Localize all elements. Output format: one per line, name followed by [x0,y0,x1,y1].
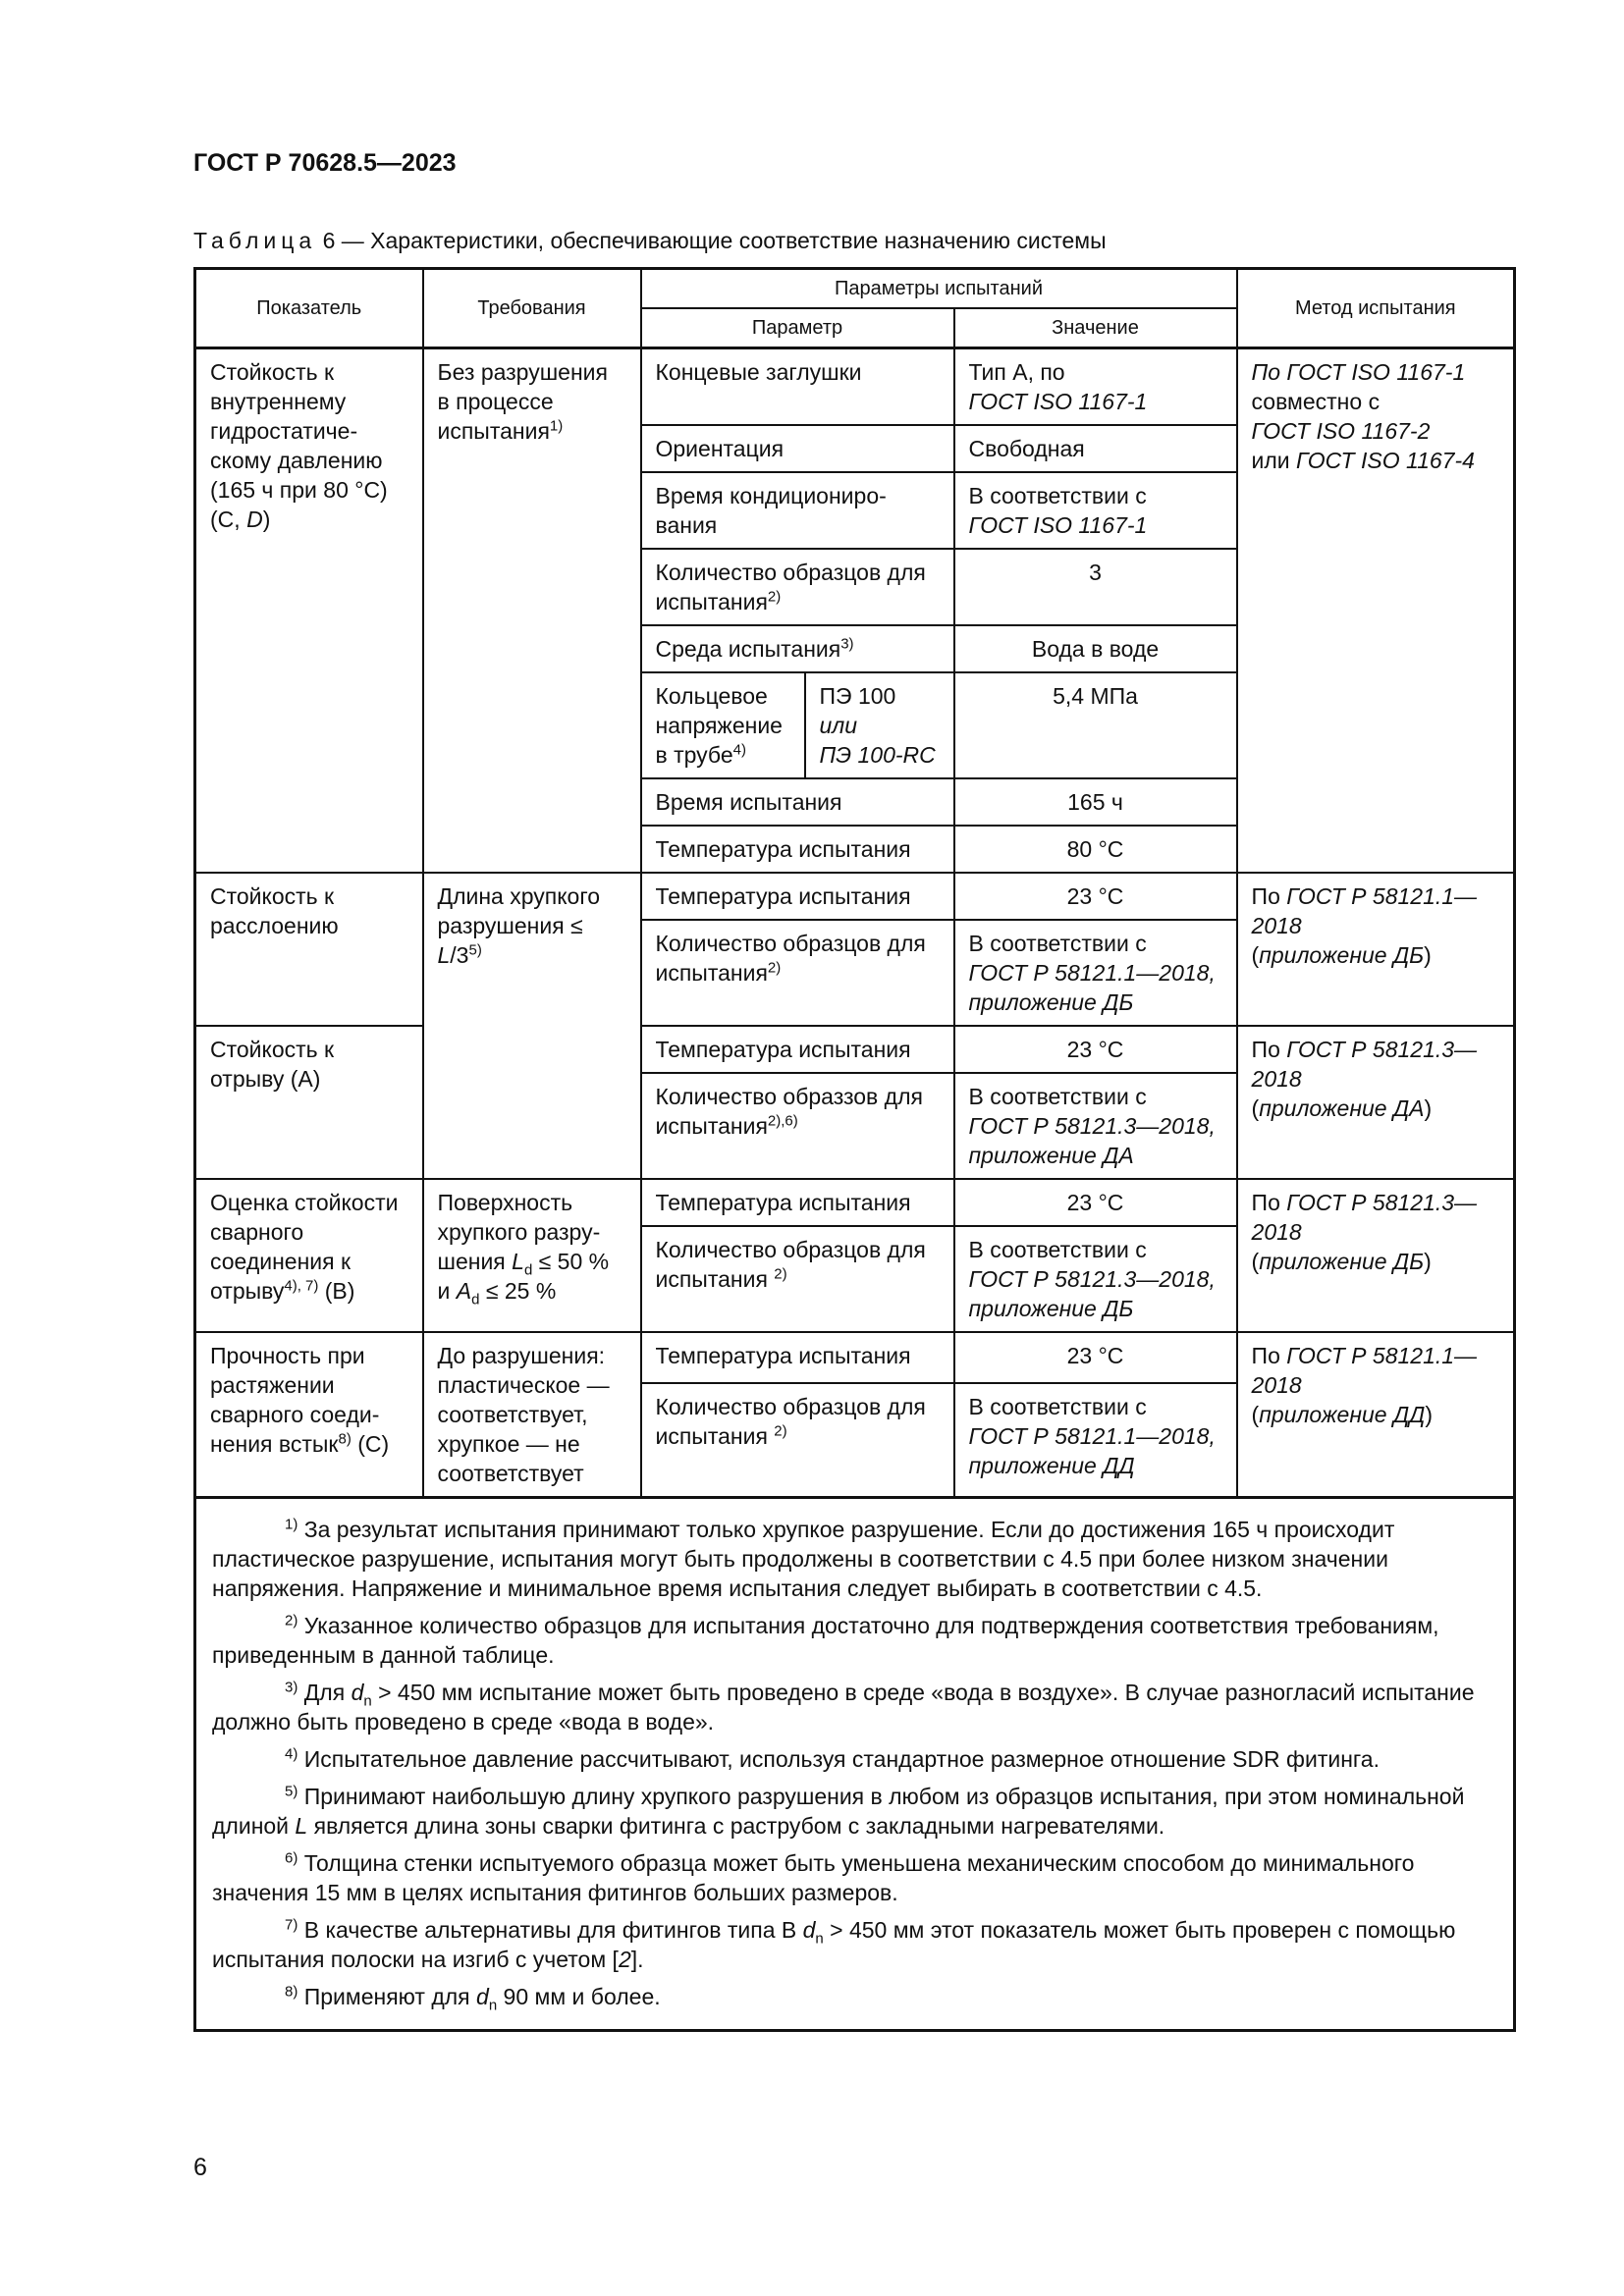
indicator-cell: Стойкость к внутреннему гидростатическому давлению (165 ч при 80 °C) (C, D) [195,348,423,874]
footnote-7: $^{7)}$ В качестве альтернативы для фитингов типа B $d_n > 450$ мм этот показатель может быть проверен с помощью испытания полоски на изгиб с учетом [2]. [212,1916,1456,1972]
indicator-cell: Стойкость к расслоению [195,873,423,1026]
col-method: Метод испытания [1237,269,1515,348]
parameter-cell: Среда испытания$^{3)}$ [641,625,954,672]
table-title: 6 — Характеристики, обеспечивающие соответствие назначению системы [316,228,1107,253]
value-cell: В соответствии с ГОСТ Р 58121.1—2018, приложение ДБ [954,920,1237,1026]
parameter-cell: Количество образзов для испытания$^{2),6)}$ [641,1073,954,1179]
table-row [195,1332,1515,1383]
value-cell: 80 °C [954,826,1237,873]
header-row-1 [195,269,1515,309]
table-row [195,1026,1515,1073]
indicator-cell: Прочность при растяжении сварного соединения встык$^{8)}$ (C) [195,1332,423,1498]
parameter-cell: Время испытания [641,778,954,826]
value-cell: 23 °C [954,873,1237,920]
footnotes-cell [195,1498,1515,2031]
footnotes-row [195,1498,1515,2031]
method-cell: По ГОСТ Р 58121.3—2018 (приложение ДА) [1237,1026,1515,1179]
value-cell: Свободная [954,425,1237,472]
col-indicator: Показатель [195,269,423,348]
parameter-cell: Температура испытания [641,1332,954,1383]
method-cell: По ГОСТ ISO 1167-1 совместно с ГОСТ ISO 1167-2 или ГОСТ ISO 1167-4 [1237,348,1515,874]
footnote-4: $^{4)}$ Испытательное давление рассчитывают, используя стандартное размерное отношение SDR фитинга. [285,1745,1380,1772]
table-row [195,873,1515,920]
parameter-cell: Концевые заглушки [641,348,954,426]
value-cell: 5,4 МПа [954,672,1237,778]
parameter-cell: Температура испытания [641,826,954,873]
indicator-cell: Оценка стойкости сварного соединения к отрыву$^{4), 7)}$ (B) [195,1179,423,1332]
table-row [195,348,1515,426]
value-cell: В соответствии с ГОСТ Р 58121.1—2018, приложение ДД [954,1383,1237,1498]
value-cell: Тип A, по ГОСТ ISO 1167-1 [954,348,1237,426]
value-cell: В соответствии с ГОСТ Р 58121.3—2018, приложение ДБ [954,1226,1237,1332]
col-value: Значение [954,308,1237,348]
requirement-cell: Длина хрупкого разрушения ≤ $L/3^{5)}$ [423,873,641,1179]
value-cell: В соответствии с ГОСТ Р 58121.3—2018, приложение ДА [954,1073,1237,1179]
footnote-3: $^{3)}$ Для $d_n > 450$ мм испытание может быть проведено в среде «вода в воздухе». В случае разногласий испытание должно быть проведено в среде «вода в воде». [212,1679,1475,1735]
table-row [195,1179,1515,1226]
value-cell: Вода в воде [954,625,1237,672]
document-code: ГОСТ Р 70628.5—2023 [193,149,457,177]
col-requirements: Требования [423,269,641,348]
footnote-1: $^{1)}$ За результат испытания принимают только хрупкое разрушение. Если до достижения 165 ч происходит пластическое разрушение, испытания могут быть продолжены в соответствии с 4.5 при более низком значении напряжения. Напряжение и минимальное время испытания следует выбирать в соответствии с 4.5. [212,1516,1395,1601]
footnote-8: $^{8)}$ Применяют для $d_n$ 90 мм и более. [285,1983,661,2014]
page-number: 6 [193,2154,207,2181]
footnote-2: $^{2)}$ Указанное количество образцов для испытания достаточно для подтверждения соответствия требованиям, приведенным в данной таблице. [212,1612,1439,1668]
parameter-cell: Количество образцов для испытания$^{2)}$ [641,549,954,625]
table-caption [193,228,1107,254]
requirement-cell: Поверхность хрупкого разрушения $L_d \le 50$ % и $A_d \le 25$ % [423,1179,641,1332]
parameter-cell: Температура испытания [641,1179,954,1226]
method-cell: По ГОСТ Р 58121.1—2018 (приложение ДБ) [1237,873,1515,1026]
value-cell: 165 ч [954,778,1237,826]
parameter-cell: Количество образцов для испытания $^{2)}$ [641,1383,954,1498]
parameter-cell: Количество образцов для испытания$^{2)}$ [641,920,954,1026]
method-cell: По ГОСТ Р 58121.1—2018 (приложение ДД) [1237,1332,1515,1498]
value-cell: 3 [954,549,1237,625]
requirement-cell: Без разрушения в процессе испытания$^{1)}$ [423,348,641,874]
requirement-cell: До разрушения: пластическое — соответствует, хрупкое — не соответствует [423,1332,641,1498]
parameter-cell: Время кондиционирования [641,472,954,549]
value-cell: В соответствии с ГОСТ ISO 1167-1 [954,472,1237,549]
table-label: Таблица [193,228,317,253]
value-cell: 23 °C [954,1026,1237,1073]
parameter-cell: Количество образцов для испытания $^{2)}$ [641,1226,954,1332]
characteristics-table [193,267,1516,2032]
footnote-6: $^{6)}$ Толщина стенки испытуемого образца может быть уменьшена механическим способом до минимального значения 15 мм в целях испытания фитингов больших размеров. [212,1849,1415,1905]
parameter-cell: Ориентация [641,425,954,472]
indicator-cell: Стойкость к отрыву (A) [195,1026,423,1179]
col-test-params: Параметры испытаний [641,269,1237,309]
value-cell: 23 °C [954,1332,1237,1383]
value-cell: 23 °C [954,1179,1237,1226]
parameter-cell: Температура испытания [641,1026,954,1073]
parameter-cell: Температура испытания [641,873,954,920]
footnote-5: $^{5)}$ Принимают наибольшую длину хрупкого разрушения в любом из образцов испытания, при этом номинальной длиной L является длина зоны сварки фитинга с раструбом с закладными нагревателями. [212,1783,1465,1839]
method-cell: По ГОСТ Р 58121.3—2018 (приложение ДБ) [1237,1179,1515,1332]
col-parameter: Параметр [641,308,954,348]
parameter-cell: Кольцевое напряжение в трубе$^{4)}$ [641,672,805,778]
parameter-sub-cell: ПЭ 100 или ПЭ 100-RC [805,672,954,778]
